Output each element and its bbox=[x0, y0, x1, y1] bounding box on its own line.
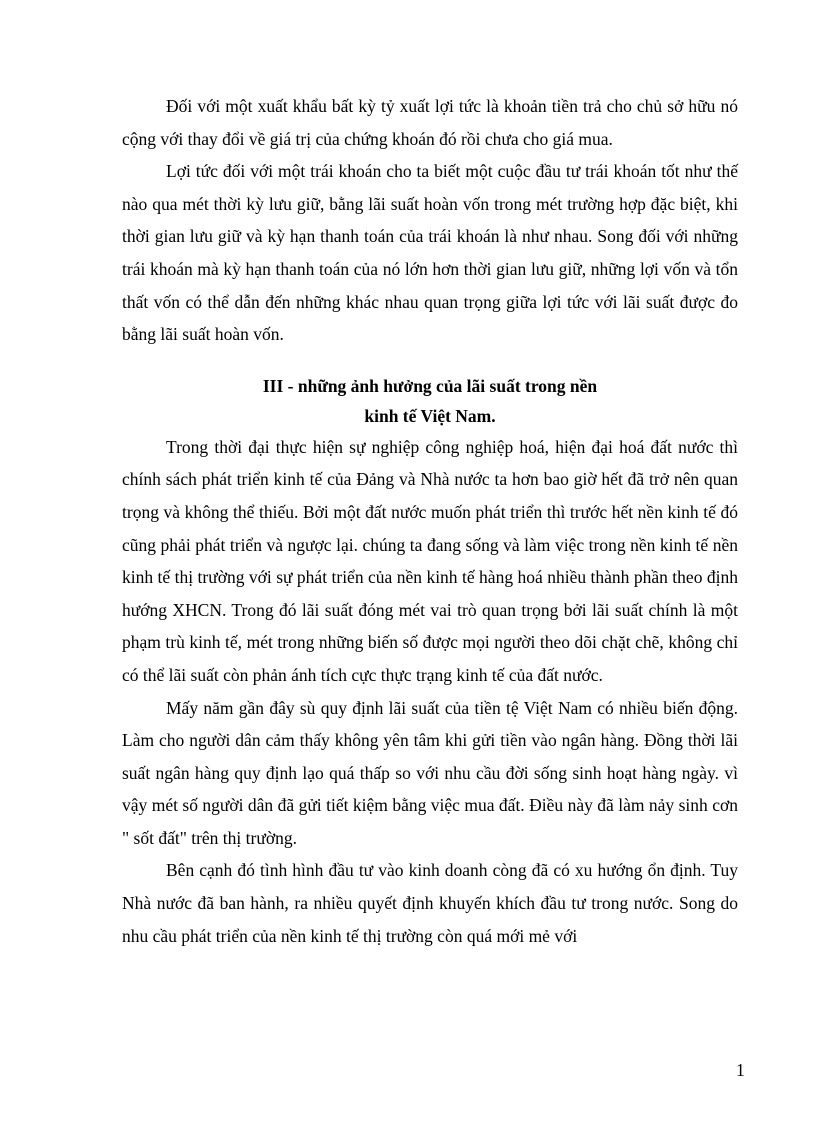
section-heading-line-2: kinh tế Việt Nam. bbox=[364, 405, 496, 426]
paragraph-3: Trong thời đại thực hiện sự nghiệp công nghiệp hoá, hiện đại hoá đất nước thì chính sách phát triển kinh tế của Đảng và Nhà nước ta hơn bao giờ hết đã trở nên quan trọng và không thể thiếu. Bởi một đất nước muốn phát triển thì trước hết nền kinh tế đó cũng phải phát triển và ngược lại. chúng ta đang sống và làm việc trong nền kinh tế nền kinh tế thị trường với sự phát triển của nền kinh tế hàng hoá nhiều thành phần theo định hướng XHCN. Trong đó lãi suất đóng mét vai trò quan trọng bởi lãi suất chính là một phạm trù kinh tế, mét trong những biến số được mọi người theo dõi chặt chẽ, không chỉ có thể lãi suất còn phản ánh tích cực thực trạng kinh tế của đất nước. bbox=[122, 436, 738, 685]
section-heading-line-1: III - những ảnh hưởng của lãi suất trong nền bbox=[262, 375, 598, 396]
paragraph-2: Lợi tức đối với một trái khoán cho ta biết một cuộc đầu tư trái khoán tốt như thế nào qua mét thời kỳ lưu giữ, bằng lãi suất hoàn vốn trong mét trường hợp đặc biệt, khi thời gian lưu giữ và kỳ hạn thanh toán của trái khoán là như nhau. Song đối với những trái khoán mà kỳ hạn thanh toán của nó lớn hơn thời gian lưu giữ, những lợi vốn và tổn thất vốn có thể dẫn đến những khác nhau quan trọng giữa lợi tức với lãi suất được đo bằng lãi suất hoàn vốn. bbox=[122, 161, 738, 345]
page-number: 1 bbox=[736, 1060, 745, 1080]
section-heading bbox=[122, 371, 738, 431]
paragraph-4: Mấy năm gần đây sù quy định lãi suất của tiền tệ Việt Nam có nhiều biến động. Làm cho người dân cảm thấy không yên tâm khi gửi tiền vào ngân hàng. Đồng thời lãi suất ngân hàng quy định lạo quá thấp so với nhu cầu đời sống sinh hoạt hàng ngày. vì vậy mét số người dân đã gửi tiết kiệm bằng việc mua đất. Điều này đã làm nảy sinh cơn " sốt đất" trên thị trường. bbox=[122, 697, 738, 848]
paragraph-5: Bên cạnh đó tình hình đầu tư vào kinh doanh còng đã có xu hướng ổn định. Tuy Nhà nước đã ban hành, ra nhiều quyết định khuyến khích đầu tư trong nước. Song do nhu cầu phát triển của nền kinh tế thị trường còn quá mới mẻ với bbox=[122, 860, 738, 946]
paragraph-1: Đối với một xuất khẩu bất kỳ tỷ xuất lợi tức là khoản tiền trả cho chủ sở hữu nó cộng với thay đổi về giá trị của chứng khoán đó rồi chưa cho giá mua. bbox=[122, 96, 738, 149]
document-body bbox=[122, 90, 738, 952]
